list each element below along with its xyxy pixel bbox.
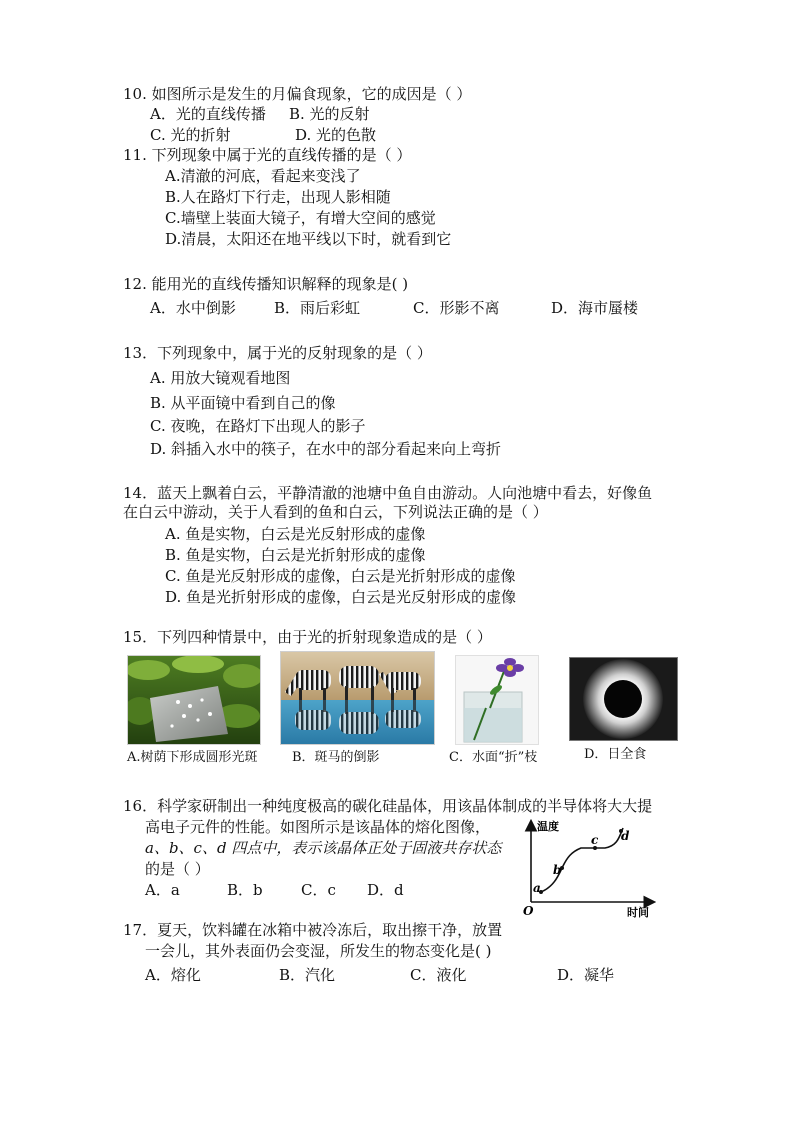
q16-stem-line1: 16．科学家研制出一种纯度极高的碳化硅晶体，用该晶体制成的半导体将大大提 xyxy=(123,797,653,815)
q10-option-c: C. 光的折射 xyxy=(150,126,231,144)
q16-stem-line3: a、b、c、d 四点中，表示该晶体正处于固液共存状态 xyxy=(145,839,502,857)
q17-option-c: C．液化 xyxy=(410,966,467,984)
q11-option-a: A.清澈的河底，看起来变浅了 xyxy=(165,167,361,185)
q12-option-a: A．水中倒影 xyxy=(150,299,236,317)
q10-option-d: D. 光的色散 xyxy=(295,126,377,144)
q11-option-b: B.人在路灯下行走，出现人影相随 xyxy=(165,188,391,206)
graph-point-b-label: b xyxy=(553,863,562,877)
q15-caption-a: A.树荫下形成圆形光斑 xyxy=(127,750,258,765)
q13-option-b: B. 从平面镜中看到自己的像 xyxy=(150,394,336,412)
graph-x-label: 时间 xyxy=(627,906,649,919)
q13-option-d: D. 斜插入水中的筷子，在水中的部分看起来向上弯折 xyxy=(150,440,502,458)
flower-glass-illustration xyxy=(456,656,538,744)
q14-option-a: A. 鱼是实物，白云是光反射形成的虚像 xyxy=(165,525,426,543)
image-tree-shade-light-spots xyxy=(127,655,261,745)
q11-stem: 11. 下列现象中属于光的直线传播的是（ ） xyxy=(123,146,412,164)
q16-option-d: D．d xyxy=(367,881,404,899)
q17-stem-line1: 17．夏天，饮料罐在冰箱中被冷冻后，取出擦干净，放置 xyxy=(123,921,503,939)
graph-point-c-label: c xyxy=(591,833,599,847)
graph-point-d-label: d xyxy=(621,829,630,843)
q13-option-a: A. 用放大镜观看地图 xyxy=(150,369,291,387)
q13-stem: 13．下列现象中，属于光的反射现象的是（ ） xyxy=(123,344,432,362)
q10-option-a: A．光的直线传播 xyxy=(150,105,266,123)
q14-option-c: C. 鱼是光反射形成的虚像，白云是光折射形成的虚像 xyxy=(165,567,516,585)
q14-stem-line1: 14．蓝天上飘着白云，平静清澈的池塘中鱼自由游动。人向池塘中看去，好像鱼 xyxy=(123,484,653,502)
melting-curve-graph xyxy=(515,816,665,920)
q16-option-b: B．b xyxy=(227,881,263,899)
q17-option-b: B．汽化 xyxy=(279,966,336,984)
q15-caption-b: B．斑马的倒影 xyxy=(292,750,380,765)
q15-caption-c: C．水面“折”枝 xyxy=(449,750,538,765)
q11-option-c: C.墙壁上装面大镜子，有增大空间的感觉 xyxy=(165,209,436,227)
q17-option-d: D．凝华 xyxy=(557,966,615,984)
q17-stem-line2: 一会儿，其外表面仍会变湿，所发生的物态变化是( ) xyxy=(145,942,492,960)
eclipse-illustration xyxy=(570,658,677,740)
q14-option-d: D. 鱼是光折射形成的虚像，白云是光反射形成的虚像 xyxy=(165,588,517,606)
leaf-shade-illustration xyxy=(128,656,260,744)
q11-option-d: D.清晨，太阳还在地平线以下时，就看到它 xyxy=(165,230,452,248)
q12-option-d: D．海市蜃楼 xyxy=(551,299,639,317)
q10-option-b: B. 光的反射 xyxy=(289,105,370,123)
q16-option-a: A．a xyxy=(145,881,180,899)
q16-option-c: C．c xyxy=(301,881,336,899)
melting-curve xyxy=(541,828,623,892)
image-total-solar-eclipse xyxy=(569,657,678,741)
q16-stem-line2: 高电子元件的性能。如图所示是该晶体的熔化图像， xyxy=(145,818,491,836)
image-zebra-reflection xyxy=(280,651,435,745)
q12-stem: 12. 能用光的直线传播知识解释的现象是( ) xyxy=(123,275,409,293)
q16-stem-line4: 的是（ ） xyxy=(145,860,210,878)
q15-stem: 15．下列四种情景中，由于光的折射现象造成的是（ ） xyxy=(123,628,492,646)
graph-point-a-label: a xyxy=(533,881,541,895)
q12-option-c: C．形影不离 xyxy=(413,299,500,317)
q10-stem: 10. 如图所示是发生的月偏食现象，它的成因是（ ） xyxy=(123,85,472,103)
q13-option-c: C. 夜晚，在路灯下出现人的影子 xyxy=(150,417,366,435)
zebra-illustration xyxy=(281,652,434,744)
q14-option-b: B. 鱼是实物，白云是光折射形成的虚像 xyxy=(165,546,426,564)
graph-y-label: 温度 xyxy=(537,820,559,833)
q14-stem-line2: 在白云中游动，关于人看到的鱼和白云，下列说法正确的是（ ） xyxy=(123,503,548,521)
q17-option-a: A．熔化 xyxy=(145,966,201,984)
image-bent-stem-in-water xyxy=(455,655,539,745)
q12-option-b: B．雨后彩虹 xyxy=(274,299,361,317)
graph-origin-label: O xyxy=(523,904,534,918)
q15-caption-d: D．日全食 xyxy=(584,747,647,762)
